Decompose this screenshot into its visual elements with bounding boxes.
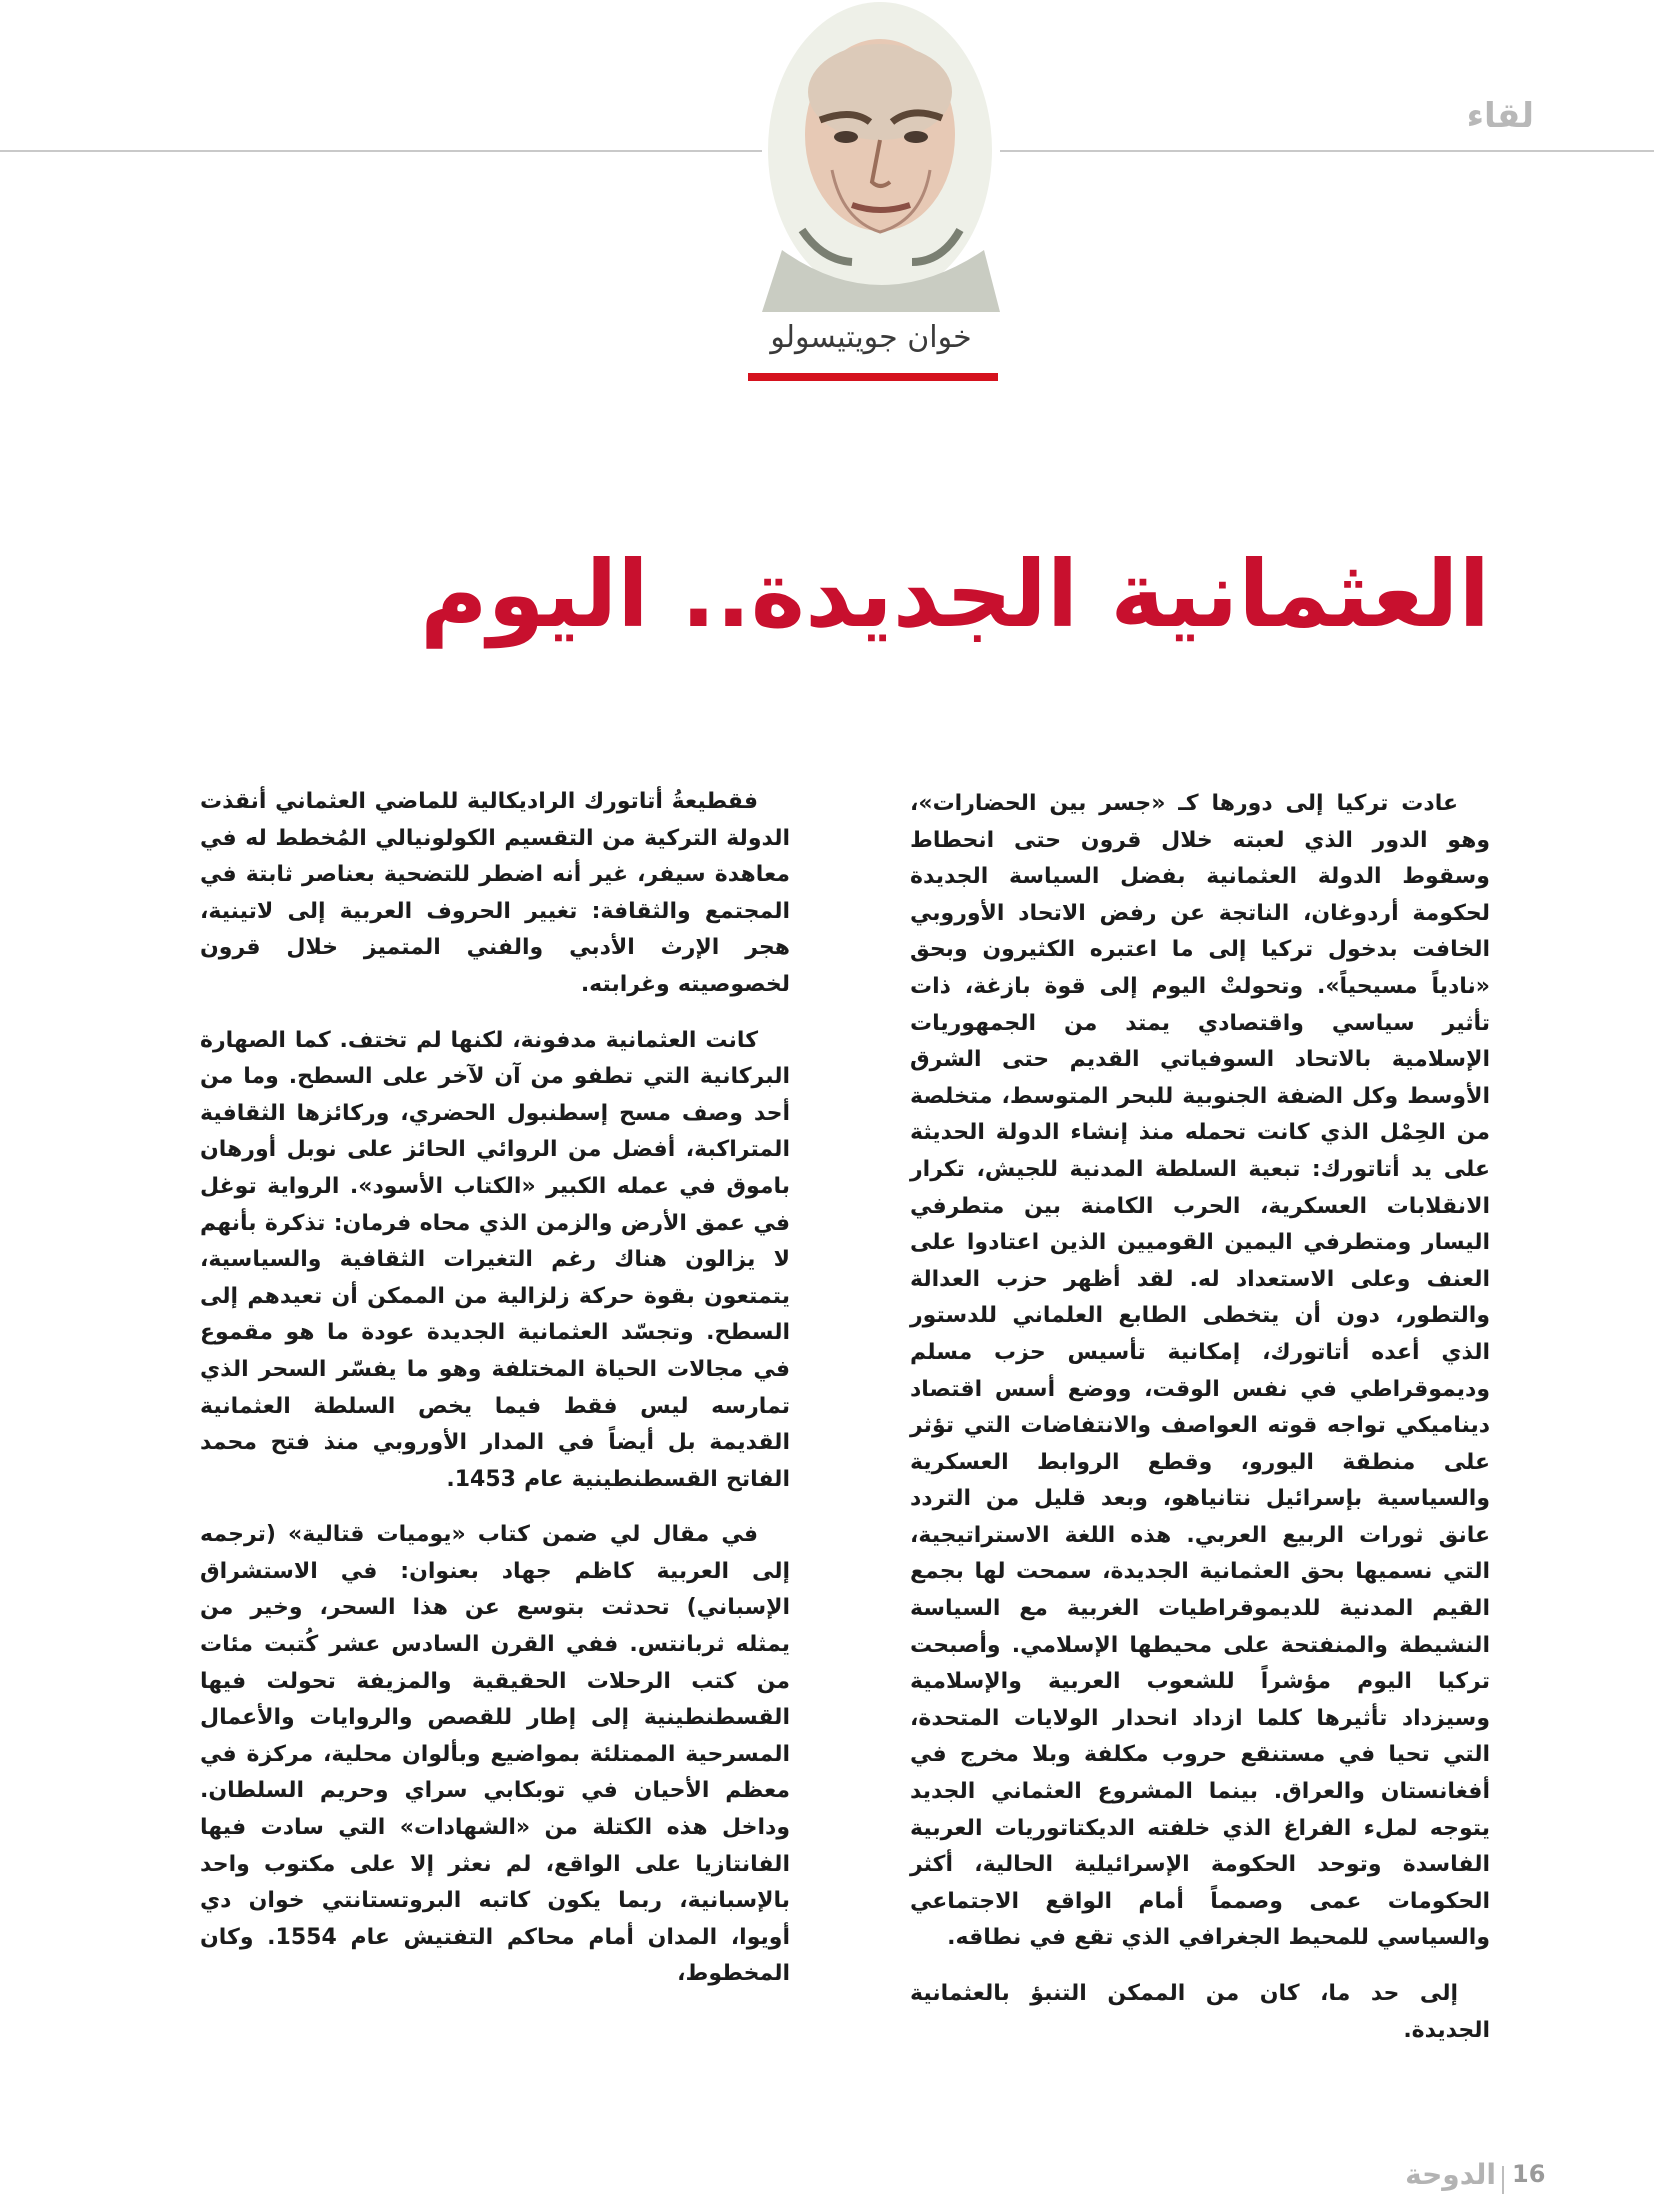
right-paragraph-1: عادت تركيا إلى دورها كـ «جسر بين الحضارات»، وهو الدور الذي لعبته خلال قرون حتى انحطاط وسقوط الدولة العثمانية بفضل السياسة الجديدة لحكومة أردوغان، الناتجة عن رفض الاتحاد الأوروبي الخافت بدخول تركيا إلى ما اعتبره الكثيرون وبحق «نادياً مسيحياً». وتحولتْ اليوم إلى قوة بازغة، ذات تأثير سياسي واقتصادي يمتد من الجمهوريات الإسلامية بالاتحاد السوفياتي القديم حتى الشرق الأوسط وكل الضفة الجنوبية للبحر المتوسط، متخلصة من الحِمْل الذي كانت تحمله منذ إنشاء الدولة الحديثة على يد أتاتورك: تبعية السلطة المدنية للجيش، تكرار الانقلابات العسكرية، الحرب الكامنة بين متطرفي اليسار ومتطرفي اليمين القوميين الذين اعتادوا على العنف وعلى الاستعداد له. لقد أظهر حزب العدالة والتطور، دون أن يتخطى الطابع العلماني للدستور الذي أعده أتاتورك، إمكانية تأسيس حزب مسلم وديموقراطي في نفس الوقت، ووضع أسس اقتصاد ديناميكي تواجه قوته العواصف والانتفاضات التي تؤثر على منطقة اليورو، وقطع الروابط العسكرية والسياسية بإسرائيل نتانياهو، وبعد قليل من التردد عانق ثورات الربيع العربي. هذه اللغة الاستراتيجية، التي نسميها بحق العثمانية الجديدة، سمحت لها بجمع القيم المدنية للديموقراطيات الغربية مع السياسة النشيطة والمنفتحة على محيطها الإسلامي. وأصبحت تركيا اليوم مؤشراً للشعوب العربية والإسلامية وسيزداد تأثيرها كلما ازداد انحدار الولايات المتحدة، التي تحيا في مستنقع حروب مكلفة وبلا مخرج في أفغانستان والعراق. بينما المشروع العثماني الجديد يتوجه لملء الفراغ الذي خلفته الديكتاتوريات العربية الفاسدة وتوحد الحكومة الإسرائيلية الحالية، أكثر الحكومات عمى وصمماً أمام الواقع الاجتماعي والسياسي للمحيط الجغرافي الذي تقع في نطاقه.	[910, 791, 1490, 1951]
page-number: 16	[1512, 2160, 1546, 2188]
author-underline	[748, 373, 998, 381]
right-paragraph-2: إلى حد ما، كان من الممكن التنبؤ بالعثمانية الجديدة.	[910, 1981, 1490, 2043]
article-column-left	[200, 784, 790, 2012]
magazine-logo: الدوحة	[1405, 2158, 1496, 2191]
section-tag: لقاء	[1466, 96, 1534, 136]
footer-divider	[1502, 2166, 1504, 2194]
left-paragraph-1: فقطيعةُ أتاتورك الراديكالية للماضي العثماني أنقذت الدولة التركية من التقسيم الكولونيالي المُخطط له في معاهدة سيفر، غير أنه اضطر للتضحية بعناصر ثابتة في المجتمع والثقافة: تغيير الحروف العربية إلى لاتينية، هجر الإرث الأدبي والفني المتميز خلال قرون لخصوصيته وغرابته.	[200, 789, 790, 997]
left-paragraph-3: في مقال لي ضمن كتاب «يوميات قتالية» (ترجمه إلى العربية كاظم جهاد بعنوان: في الاستشراق الإسباني) تحدثت بتوسع عن هذا السحر، وخير من يمثله ثربانتس. ففي القرن السادس عشر كُتبت مئات من كتب الرحلات الحقيقية والمزيفة تحولت فيها القسطنطينية إلى إطار للقصص والروايات والأعمال المسرحية الممتلئة بمواضيع وبألوان محلية، مركزة في معظم الأحيان في توبكابي سراي وحريم السلطان. وداخل هذه الكتلة من «الشهادات» التي سادت فيها الفانتازيا على الواقع، لم نعثر إلا على مكتوب واحد بالإسبانية، ربما يكون كاتبه البروتستانتي خوان دي أويوا، المدان أمام محاكم التفتيش عام 1554. وكان المخطوط،	[200, 1522, 790, 1987]
author-name: خوان جويتيسولو	[770, 320, 972, 355]
author-portrait	[762, 0, 1000, 312]
left-paragraph-2: كانت العثمانية مدفونة، لكنها لم تختف. كما الصهارة البركانية التي تطفو من آن لآخر على السطح. وما من أحد وصف مسح إسطنبول الحضري، وركائزها الثقافية المتراكبة، أفضل من الروائي الحائز على نوبل أورهان باموق في عمله الكبير «الكتاب الأسود». الرواية توغل في عمق الأرض والزمن الذي محاه فرمان: تذكرة بأنهم لا يزالون هناك رغم التغيرات الثقافية والسياسية، يتمتعون بقوة حركة زلزالية من الممكن أن تعيدهم إلى السطح. وتجسّد العثمانية الجديدة عودة ما هو مقموع في مجالات الحياة المختلفة وهو ما يفسّر السحر الذي تمارسه ليس فقط فيما يخص السلطة العثمانية القديمة بل أيضاً في المدار الأوروبي منذ فتح محمد الفاتح القسطنطينية عام 1453.	[200, 1027, 790, 1492]
article-headline: العثمانية الجديدة.. اليوم	[420, 541, 1490, 648]
article-column-right	[910, 786, 1490, 2068]
